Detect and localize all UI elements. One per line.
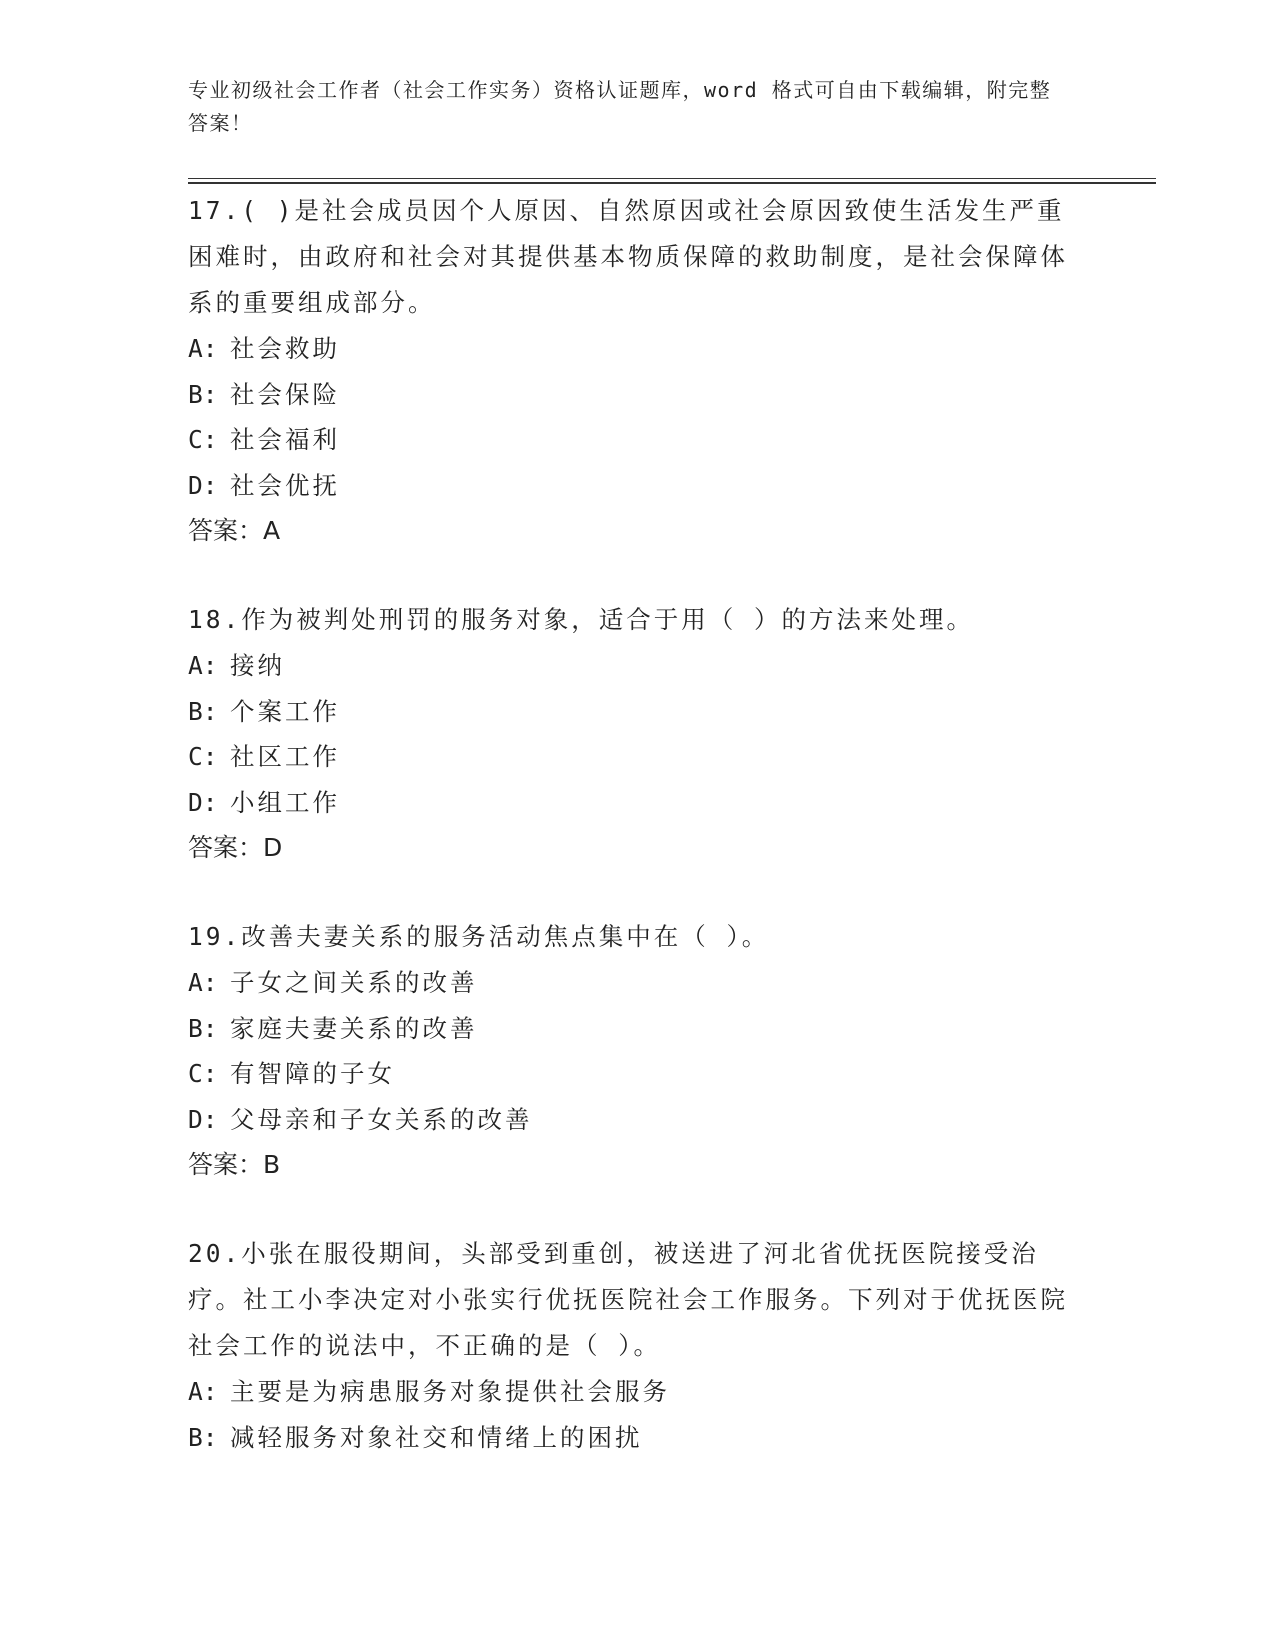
option-text: 社区工作: [230, 742, 340, 771]
option-letter: D:: [188, 787, 218, 817]
option-c: [188, 417, 1088, 463]
option-text: 社会保险: [230, 379, 340, 409]
question-20: [188, 1231, 1088, 1460]
option-text: 接纳: [230, 651, 285, 680]
question-list: [188, 188, 1088, 1460]
question-19: [188, 914, 1088, 1188]
header-divider: [188, 178, 1156, 179]
option-letter: D:: [188, 1104, 218, 1134]
option-text: 社会福利: [230, 425, 340, 454]
option-letter: A:: [188, 651, 218, 680]
option-letter: B:: [188, 696, 218, 726]
option-letter: A:: [188, 968, 218, 997]
option-text: 减轻服务对象社交和情绪上的困扰: [230, 1422, 643, 1452]
option-text: 家庭夫妻关系的改善: [230, 1013, 478, 1043]
option-d: [188, 463, 1088, 509]
question-gap: [188, 871, 1088, 914]
option-text: 父母亲和子女关系的改善: [230, 1104, 533, 1134]
question-stem: 20.小张在服役期间，头部受到重创，被送进了河北省优抚医院接受治疗。社工小李决定对小张实行优抚医院社会工作服务。下列对于优抚医院社会工作的说法中，不正确的是（ ）。: [188, 1239, 1068, 1360]
question-18: [188, 597, 1088, 871]
option-c: [188, 1051, 1088, 1097]
option-a: [188, 960, 1088, 1006]
option-text: 社会优抚: [230, 470, 340, 500]
question-stem: 19.改善夫妻关系的服务活动焦点集中在（ ）。: [188, 922, 770, 951]
header-title: 专业初级社会工作者（社会工作实务）资格认证题库，word 格式可自由下载编辑，附完整答案！: [188, 78, 1052, 135]
option-a: [188, 643, 1088, 689]
option-letter: B:: [188, 379, 218, 409]
question-gap: [188, 554, 1088, 597]
option-letter: A:: [188, 334, 218, 363]
question-stem: 17.( )是社会成员因个人原因、自然原因或社会原因致使生活发生严重困难时，由政府和社会对其提供基本物质保障的救助制度，是社会保障体系的重要组成部分。: [188, 196, 1068, 317]
header-divider-thick: [188, 182, 1156, 184]
question-gap: [188, 1188, 1088, 1231]
option-c: [188, 734, 1088, 780]
option-a: [188, 1369, 1088, 1415]
option-text: 社会救助: [230, 334, 340, 363]
option-text: 有智障的子女: [230, 1059, 395, 1088]
question-stem: 18.作为被判处刑罚的服务对象，适合于用（ ）的方法来处理。: [188, 605, 974, 634]
option-b: [188, 689, 1088, 735]
answer-line: 答案：B: [188, 1150, 281, 1179]
option-letter: B:: [188, 1013, 218, 1043]
option-letter: C:: [188, 742, 218, 771]
option-text: 小组工作: [230, 787, 340, 817]
option-letter: C:: [188, 1059, 218, 1088]
option-letter: D:: [188, 470, 218, 500]
option-b: [188, 1415, 1088, 1461]
option-b: [188, 372, 1088, 418]
option-text: 主要是为病患服务对象提供社会服务: [230, 1377, 670, 1406]
option-text: 子女之间关系的改善: [230, 968, 478, 997]
option-letter: A:: [188, 1377, 218, 1406]
option-a: [188, 326, 1088, 372]
answer-line: 答案：D: [188, 833, 283, 862]
question-17: [188, 188, 1088, 554]
option-d: [188, 780, 1088, 826]
option-text: 个案工作: [230, 696, 340, 726]
answer-line: 答案：A: [188, 516, 281, 545]
option-letter: C:: [188, 425, 218, 454]
option-letter: B:: [188, 1422, 218, 1452]
option-b: [188, 1006, 1088, 1052]
option-d: [188, 1097, 1088, 1143]
